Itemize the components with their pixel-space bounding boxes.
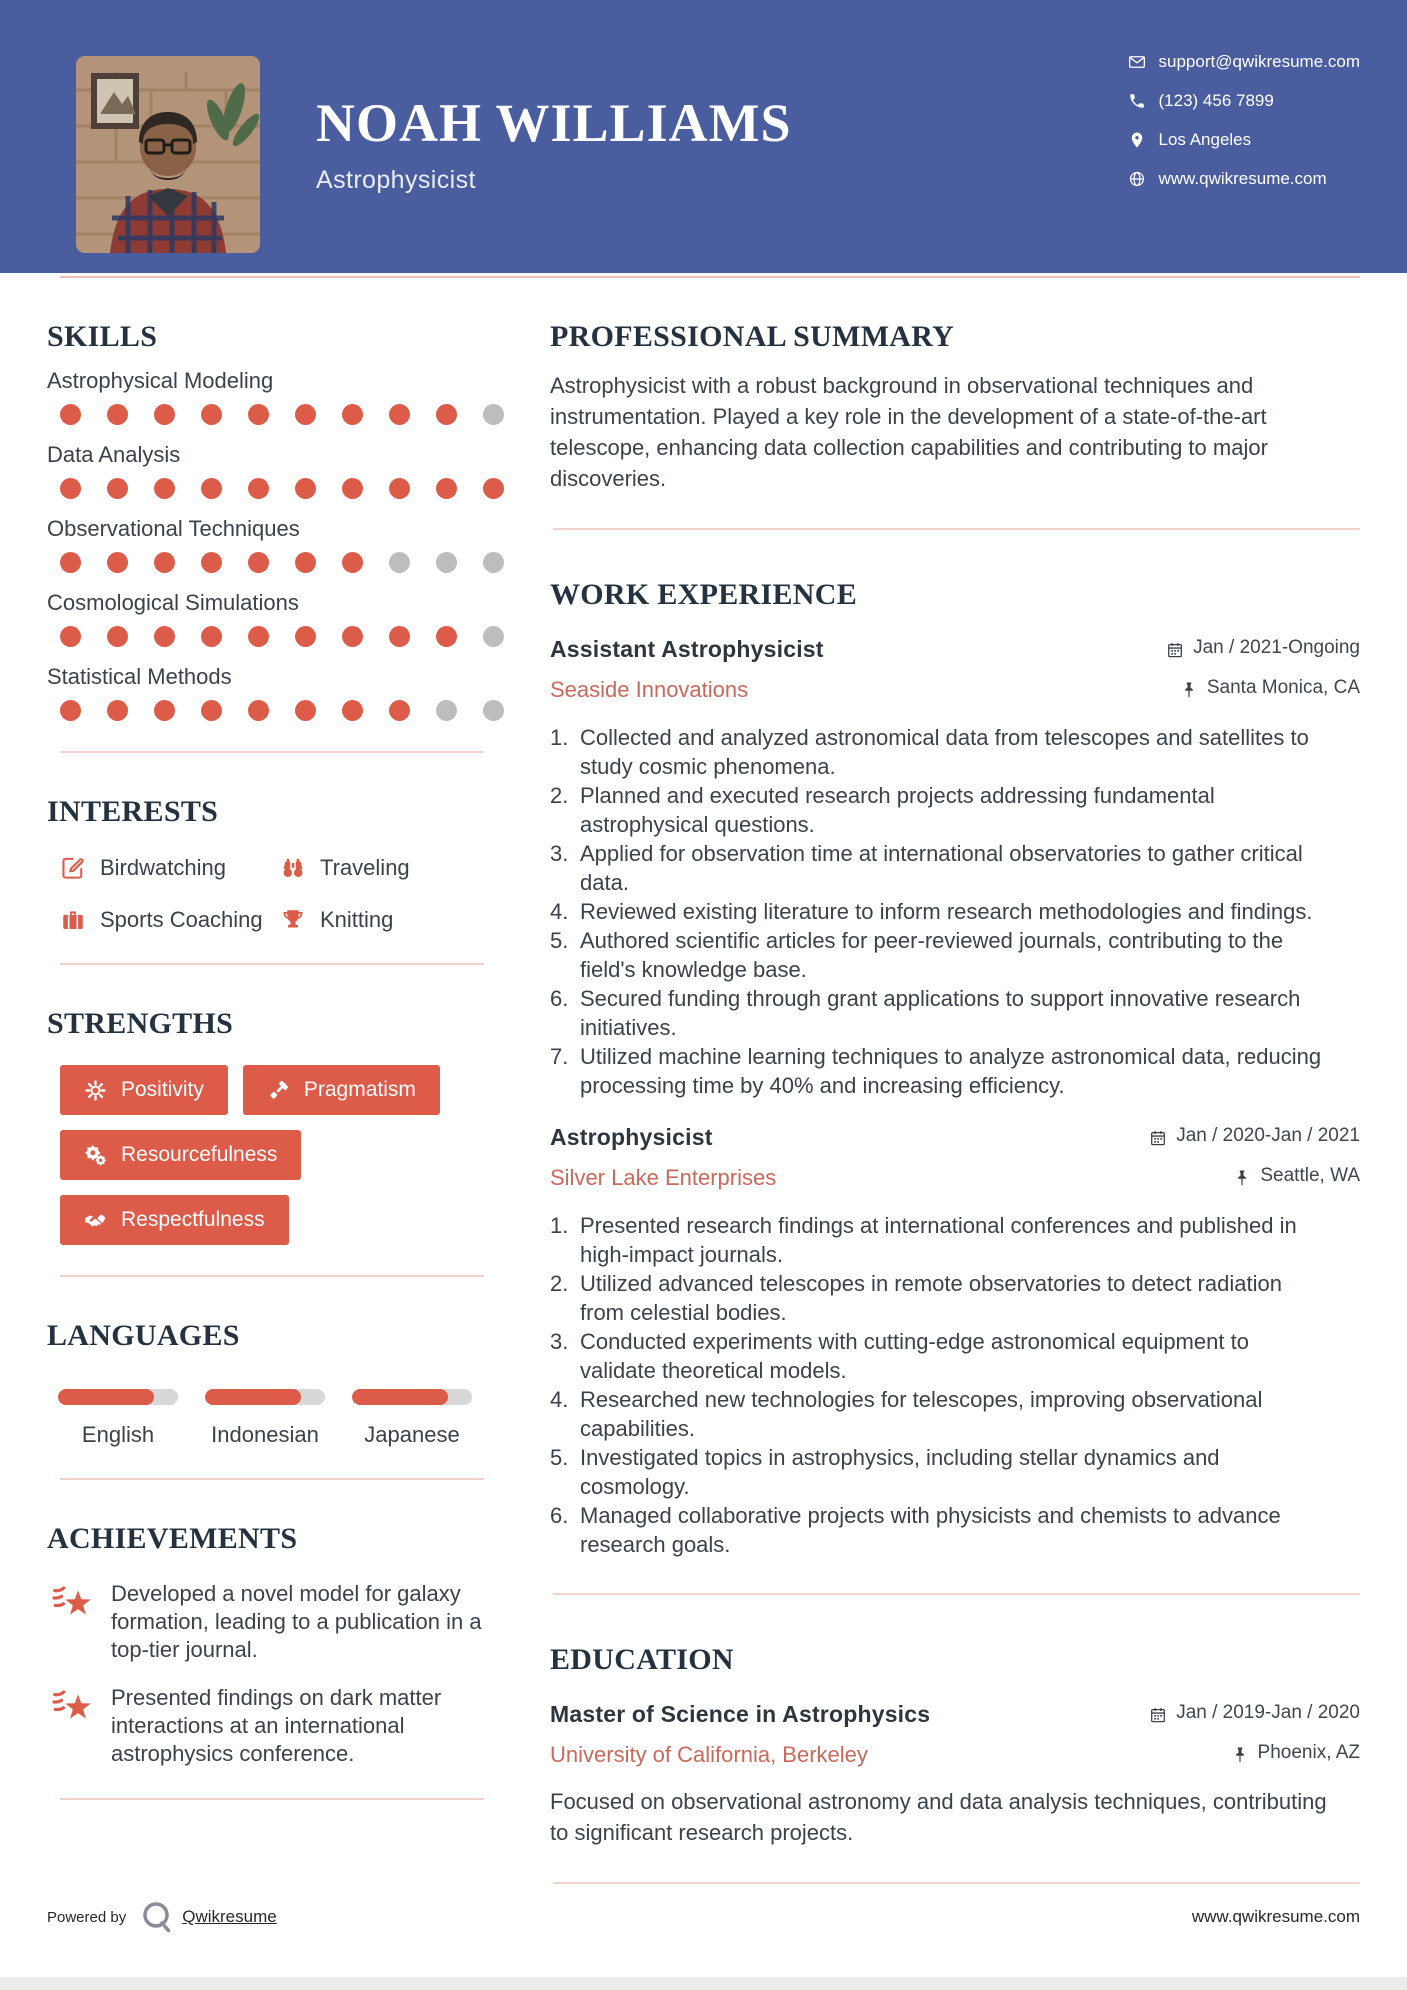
skill-dot-filled: [295, 626, 316, 647]
strengths-heading: STRENGTHS: [47, 1007, 234, 1040]
powered-by-label: Powered by: [47, 1908, 127, 1926]
bullet-number: 5.: [550, 928, 569, 953]
job-entry-title: Assistant Astrophysicist: [550, 636, 824, 662]
achievements-section: [47, 1522, 517, 1768]
footer: [47, 1899, 1360, 1935]
job-bullet: [550, 839, 1360, 897]
contact-item[interactable]: [1128, 52, 1361, 72]
section-divider: [60, 1478, 484, 1480]
jobs-list: [550, 636, 1360, 1559]
skill-dot-empty: [483, 404, 504, 425]
bullet-number: 3.: [550, 1329, 569, 1354]
summary-section: [550, 320, 1360, 494]
language-bar-fill: [205, 1389, 301, 1405]
profile-photo-image: [76, 56, 260, 253]
section-divider: [60, 1798, 484, 1800]
languages-section: [47, 1319, 517, 1448]
skill-dot-filled: [389, 478, 410, 499]
job-bullets: [550, 723, 1360, 1100]
skill-dot-filled: [389, 700, 410, 721]
skill-dot-filled: [107, 404, 128, 425]
bullet-text: Conducted experiments with cutting-edge astronomical equipment to validate theoretical models.: [580, 1329, 1249, 1383]
interest-label: Traveling: [320, 855, 410, 880]
bullet-text: Reviewed existing literature to inform research methodologies and findings.: [580, 899, 1313, 924]
job-entry: [550, 636, 1360, 1100]
pushpin-icon: [1180, 681, 1198, 699]
skill-dot-filled: [248, 404, 269, 425]
skill-dot-filled: [295, 700, 316, 721]
section-divider: [553, 1593, 1360, 1595]
skill-dot-filled: [154, 626, 175, 647]
bullet-text: Planned and executed research projects addressing fundamental astrophysical questions.: [580, 783, 1215, 837]
interests-heading: INTERESTS: [47, 795, 219, 828]
achievement-item: [47, 1684, 517, 1768]
bullet-text: Secured funding through grant applications to support innovative research initiatives.: [580, 986, 1301, 1040]
section-divider: [553, 1882, 1360, 1884]
skill-dot-filled: [389, 626, 410, 647]
interest-label: Knitting: [320, 907, 394, 932]
skill-dot-filled: [60, 552, 81, 573]
skill-dot-filled: [248, 552, 269, 573]
skills-heading: SKILLS: [47, 320, 158, 353]
calendar-icon: [1149, 1129, 1167, 1147]
education-heading: EDUCATION: [550, 1643, 734, 1676]
skill-dot-filled: [201, 700, 222, 721]
bullet-text: Utilized advanced telescopes in remote observatories to detect radiation from celestial bodies.: [580, 1271, 1282, 1325]
skill-dot-filled: [295, 552, 316, 573]
job-title: Astrophysicist: [316, 166, 476, 194]
education-entry: [550, 1701, 1360, 1848]
section-divider: [60, 1275, 484, 1277]
briefcase-icon: [60, 907, 86, 933]
skill-item: [47, 516, 517, 573]
summary-text: Astrophysicist with a robust background in observational techniques and instrumentation. Played a key role in the development of a state-of-the-art telescope, enhancing data collection capabilities and contributing to major discoveries.: [550, 373, 1268, 491]
language-item: [205, 1389, 325, 1448]
job-location: [1180, 677, 1360, 699]
skill-dot-filled: [201, 404, 222, 425]
language-label: Japanese: [364, 1422, 460, 1447]
skill-dot-filled: [248, 478, 269, 499]
skill-dot-filled: [436, 626, 457, 647]
languages-list: [58, 1389, 517, 1448]
skill-label: Statistical Methods: [47, 664, 232, 689]
gears-icon: [84, 1144, 107, 1167]
strengths-section: [47, 1007, 517, 1245]
skill-dot-filled: [342, 404, 363, 425]
language-bar: [58, 1389, 178, 1405]
job-bullet: [550, 1211, 1360, 1269]
bullet-number: 4.: [550, 899, 569, 924]
pushpin-icon: [1233, 1169, 1251, 1187]
bullet-text: Utilized machine learning techniques to analyze astronomical data, reducing processing time by 40% and increasing efficiency.: [580, 1044, 1322, 1098]
skill-dot-empty: [436, 700, 457, 721]
skill-dot-filled: [154, 700, 175, 721]
bullet-number: 6.: [550, 986, 569, 1011]
skill-dot-filled: [201, 552, 222, 573]
language-label: English: [81, 1422, 155, 1447]
strength-badge: [60, 1065, 228, 1115]
bullet-number: 1.: [550, 725, 569, 750]
interest-item: [280, 907, 517, 933]
qwikresume-logo: [138, 1899, 174, 1935]
bullet-number: 2.: [550, 1271, 569, 1296]
language-bar-fill: [58, 1389, 154, 1405]
language-label: Indonesian: [211, 1422, 319, 1447]
strength-badge: [243, 1065, 440, 1115]
bullet-number: 2.: [550, 783, 569, 808]
job-bullets: [550, 1211, 1360, 1559]
contact-text[interactable]: (123) 456 7899: [1158, 91, 1274, 110]
achievement-text: Presented findings on dark matter interactions at an international astrophysics conference.: [111, 1685, 442, 1766]
gear-icon: [84, 1079, 107, 1102]
contact-list: [1128, 52, 1361, 189]
section-divider: [553, 528, 1360, 530]
job-bullet: [550, 897, 1360, 926]
skill-dot-filled: [201, 626, 222, 647]
bottom-bar: [0, 1977, 1407, 1990]
job-dates: [1166, 637, 1360, 659]
contact-text[interactable]: support@qwikresume.com: [1158, 52, 1360, 71]
skill-rating: [60, 404, 517, 425]
education-dates-text: Jan / 2019-Jan / 2020: [1176, 1702, 1360, 1723]
job-bullet: [550, 1501, 1360, 1559]
bullet-text: Applied for observation time at international observatories to gather critical data.: [580, 841, 1303, 895]
skill-dot-filled: [60, 478, 81, 499]
skill-dot-filled: [389, 404, 410, 425]
strength-label: Positivity: [121, 1078, 204, 1101]
skill-dot-filled: [107, 626, 128, 647]
bullet-text: Investigated topics in astrophysics, including stellar dynamics and cosmology.: [580, 1445, 1220, 1499]
achievement-text: Developed a novel model for galaxy formation, leading to a publication in a top-tier journal.: [111, 1581, 482, 1662]
achievements-list: [47, 1580, 517, 1768]
job-bullet: [550, 1443, 1360, 1501]
skill-item: [47, 442, 517, 499]
education-dates: [1149, 1702, 1360, 1724]
handshake-icon: [84, 1209, 107, 1232]
degree: Master of Science in Astrophysics: [550, 1701, 931, 1727]
skill-dot-filled: [107, 700, 128, 721]
phone-icon: [1128, 92, 1146, 110]
content: [0, 278, 1407, 1932]
shooting-star-icon: [47, 1582, 99, 1622]
language-item: [352, 1389, 472, 1448]
interest-label: Sports Coaching: [100, 907, 263, 932]
email-icon: [1128, 53, 1146, 71]
interest-label: Birdwatching: [100, 855, 226, 880]
skill-dot-filled: [154, 552, 175, 573]
experience-section: [550, 578, 1360, 1559]
skills-section: [47, 320, 517, 721]
gavel-icon: [267, 1079, 290, 1102]
language-bar: [352, 1389, 472, 1405]
skill-dot-filled: [342, 552, 363, 573]
strength-label: Respectfulness: [121, 1208, 265, 1231]
skill-dot-filled: [483, 478, 504, 499]
skill-dot-filled: [342, 626, 363, 647]
header: [0, 0, 1407, 273]
job-bullet: [550, 723, 1360, 781]
identity: [316, 93, 792, 195]
job-dates: [1149, 1125, 1360, 1147]
strength-badge: [60, 1195, 289, 1245]
job-bullet: [550, 984, 1360, 1042]
calendar-icon: [1166, 641, 1184, 659]
binoculars-icon: [280, 855, 306, 881]
bullet-number: 5.: [550, 1445, 569, 1470]
interest-item: [60, 907, 280, 933]
bullet-text: Researched new technologies for telescopes, improving observational capabilities.: [580, 1387, 1263, 1441]
left-column: [47, 278, 517, 1932]
job-company: Silver Lake Enterprises: [550, 1165, 777, 1190]
achievement-item: [47, 1580, 517, 1664]
bullet-number: 4.: [550, 1387, 569, 1412]
bullet-number: 6.: [550, 1503, 569, 1528]
bullet-text: Presented research findings at international conferences and published in high-impact journals.: [580, 1213, 1297, 1267]
interest-item: [60, 855, 280, 881]
contact-item[interactable]: [1128, 169, 1361, 189]
skill-dot-filled: [60, 626, 81, 647]
job-bullet: [550, 781, 1360, 839]
job-bullet: [550, 1327, 1360, 1385]
section-divider: [60, 963, 484, 965]
skill-rating: [60, 478, 517, 499]
contact-text[interactable]: www.qwikresume.com: [1158, 169, 1327, 188]
skill-label: Astrophysical Modeling: [47, 368, 274, 393]
job-company: Seaside Innovations: [550, 677, 749, 702]
experience-heading: WORK EXPERIENCE: [550, 578, 858, 611]
bullet-text: Managed collaborative projects with physicists and chemists to advance research goals.: [580, 1503, 1281, 1557]
skill-dot-filled: [295, 478, 316, 499]
achievements-heading: ACHIEVEMENTS: [47, 1522, 298, 1555]
skill-rating: [60, 700, 517, 721]
skills-list: [47, 368, 517, 721]
skill-label: Observational Techniques: [47, 516, 300, 541]
education-section: [550, 1643, 1360, 1848]
skill-dot-filled: [60, 700, 81, 721]
job-bullet: [550, 1042, 1360, 1100]
trophy-icon: [280, 907, 306, 933]
skill-dot-filled: [248, 626, 269, 647]
right-column: [550, 278, 1360, 1932]
school: University of California, Berkeley: [550, 1742, 868, 1767]
bullet-number: 1.: [550, 1213, 569, 1238]
summary-heading: PROFESSIONAL SUMMARY: [550, 320, 955, 353]
strengths-list: [60, 1065, 500, 1245]
skill-dot-filled: [342, 700, 363, 721]
profile-photo: [76, 56, 260, 253]
language-bar: [205, 1389, 325, 1405]
education-description: Focused on observational astronomy and data analysis techniques, contributing to significant research projects.: [550, 1789, 1327, 1845]
job-location: [1233, 1165, 1360, 1187]
job-location-text: Santa Monica, CA: [1206, 677, 1360, 698]
contact-item[interactable]: [1128, 91, 1361, 111]
job-dates-text: Jan / 2021-Ongoing: [1193, 637, 1360, 658]
skill-item: [47, 368, 517, 425]
skill-item: [47, 590, 517, 647]
job-bullet: [550, 1269, 1360, 1327]
education-location-text: Phoenix, AZ: [1257, 1742, 1360, 1763]
contact-text[interactable]: Los Angeles: [1158, 130, 1252, 149]
education-location: [1231, 1742, 1360, 1764]
skill-dot-filled: [342, 478, 363, 499]
skill-label: Data Analysis: [47, 442, 181, 467]
footer-website[interactable]: www.qwikresume.com: [1191, 1907, 1360, 1926]
job-bullet: [550, 1385, 1360, 1443]
language-item: [58, 1389, 178, 1448]
bullet-number: 3.: [550, 841, 569, 866]
bullet-number: 7.: [550, 1044, 569, 1069]
job-entry-title: Astrophysicist: [550, 1124, 713, 1150]
skill-dot-filled: [154, 404, 175, 425]
bullet-text: Collected and analyzed astronomical data from telescopes and satellites to study cosmic phenomena.: [580, 725, 1309, 779]
skill-dot-empty: [483, 700, 504, 721]
calendar-icon: [1149, 1706, 1167, 1724]
job-location-text: Seattle, WA: [1260, 1165, 1360, 1186]
name: NOAH WILLIAMS: [316, 93, 792, 153]
languages-heading: LANGUAGES: [47, 1319, 240, 1352]
skill-dot-filled: [295, 404, 316, 425]
contact-item[interactable]: [1128, 130, 1361, 150]
skill-item: [47, 664, 517, 721]
skill-dot-filled: [436, 478, 457, 499]
skill-dot-empty: [483, 626, 504, 647]
section-divider: [60, 751, 484, 753]
pen-square-icon: [60, 855, 86, 881]
interests-list: [60, 855, 517, 933]
strength-label: Pragmatism: [303, 1078, 416, 1101]
pushpin-icon: [1231, 1746, 1249, 1764]
interest-item: [280, 855, 517, 881]
skill-dot-filled: [248, 700, 269, 721]
skill-dot-filled: [201, 478, 222, 499]
skill-dot-filled: [107, 552, 128, 573]
job-dates-text: Jan / 2020-Jan / 2021: [1176, 1125, 1360, 1146]
interests-section: [47, 795, 517, 933]
language-bar-fill: [352, 1389, 448, 1405]
bullet-text: Authored scientific articles for peer-reviewed journals, contributing to the field's knowledge base.: [580, 928, 1284, 982]
skill-dot-filled: [436, 404, 457, 425]
skill-dot-filled: [154, 478, 175, 499]
strength-badge: [60, 1130, 301, 1180]
job-entry: [550, 1124, 1360, 1559]
skill-dot-filled: [60, 404, 81, 425]
skill-label: Cosmological Simulations: [47, 590, 299, 615]
skill-rating: [60, 552, 517, 573]
job-bullet: [550, 926, 1360, 984]
qwikresume-link[interactable]: Qwikresume: [182, 1907, 277, 1926]
globe-icon: [1128, 170, 1146, 188]
skill-rating: [60, 626, 517, 647]
skill-dot-empty: [389, 552, 410, 573]
strength-label: Resourcefulness: [121, 1143, 278, 1166]
location-icon: [1128, 131, 1146, 149]
skill-dot-empty: [436, 552, 457, 573]
shooting-star-icon: [47, 1686, 99, 1726]
skill-dot-filled: [107, 478, 128, 499]
skill-dot-empty: [483, 552, 504, 573]
